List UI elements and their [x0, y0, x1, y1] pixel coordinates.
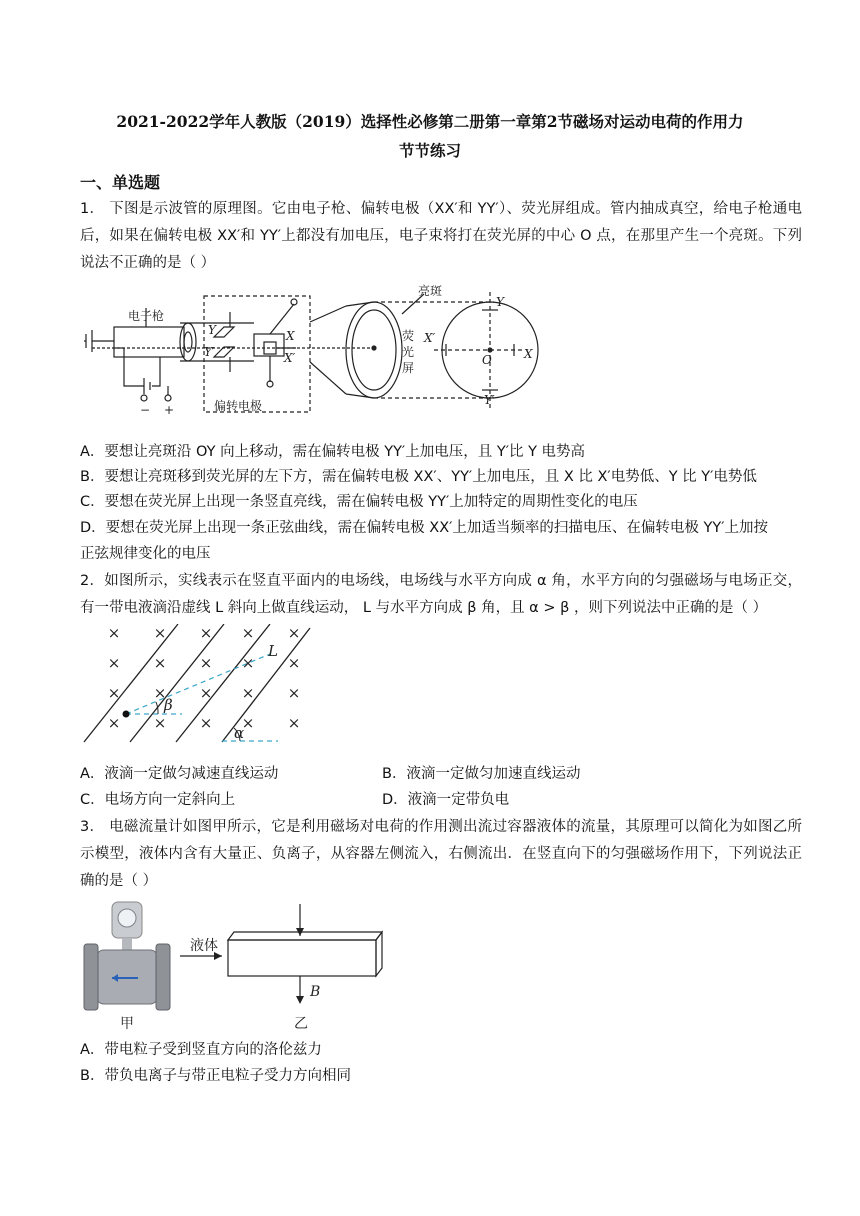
label-figure-jia: 甲: [120, 1016, 134, 1032]
label-L: L: [268, 642, 278, 660]
cross-mark: ×: [199, 714, 213, 732]
label-minus: −: [140, 403, 151, 416]
q2-option-a: A．液滴一定做匀减速直线运动: [80, 766, 279, 782]
label-y-prime: Y′: [204, 345, 215, 359]
label-screen-2: 光: [402, 345, 415, 359]
label-screen-y-prime: Y′: [484, 393, 495, 407]
label-deflection-electrode: 偏转电极: [214, 399, 263, 413]
q1-option-d: D．要想在荧光屏上出现一条正弦曲线，需在偏转电极 XX′上加适当频率的扫描电压、在偏转电极 YY′上加按: [80, 520, 769, 536]
label-screen-y: Y: [496, 295, 504, 309]
label-screen-1: 荧: [402, 329, 415, 343]
cross-mark: ×: [241, 684, 255, 702]
q2-option-b: B．液滴一定做匀加速直线运动: [382, 766, 581, 782]
section-heading: 一、单选题: [80, 173, 161, 192]
label-bright-spot: 亮斑: [418, 284, 443, 298]
cross-mark: ×: [241, 714, 255, 732]
label-figure-yi: 乙: [294, 1016, 308, 1032]
q2-stem: 2．如图所示，实线表示在竖直平面内的电场线，电场线与水平方向成 α 角，水平方向的匀强磁场与电场正交，有一带电液滴沿虚线 L 斜向上做直线运动， L 与水平方向成 β 角，且 α > β ，则下列说法中正确的是（ ）: [80, 573, 802, 616]
q1-option-c: C．要想在荧光屏上出现一条竖直亮线，需在偏转电极 YY′上加特定的周期性变化的电压: [80, 494, 638, 510]
cross-mark: ×: [287, 654, 301, 672]
label-plus: +: [164, 403, 175, 416]
label-beta: β: [164, 696, 173, 714]
cross-mark: ×: [199, 624, 213, 642]
cross-mark: ×: [241, 624, 255, 642]
cross-mark: ×: [287, 624, 301, 642]
cross-mark: ×: [153, 654, 167, 672]
cross-mark: ×: [287, 714, 301, 732]
q3-option-b: B．带负电离子与带正电粒子受力方向相同: [80, 1068, 351, 1084]
cross-mark: ×: [107, 714, 121, 732]
cross-mark: ×: [153, 714, 167, 732]
q1-stem: 1． 下图是示波管的原理图。它由电子枪、偏转电极（XX′和 YY′）、荧光屏组成。管内抽成真空，给电子枪通电后，如果在偏转电极 XX′和 YY′上都没有加电压，电子束将打在荧光屏的中心 O 点，在那里产生一个亮斑。下列说法不正确的是（ ）: [80, 201, 802, 271]
label-electron-gun: 电子枪: [128, 309, 165, 323]
cross-mark: ×: [199, 654, 213, 672]
q1-option-d-cont: 正弦规律变化的电压: [80, 546, 211, 562]
cross-mark: ×: [287, 684, 301, 702]
cross-mark: ×: [153, 624, 167, 642]
cross-mark: ×: [153, 684, 167, 702]
label-y: Y: [208, 323, 216, 337]
label-alpha: α: [234, 724, 245, 742]
doc-title-line2: 节节练习: [398, 141, 461, 160]
label-screen-3: 屏: [402, 361, 415, 375]
label-x-prime: X′: [284, 351, 296, 365]
label-screen-x: X: [524, 347, 533, 361]
cross-mark: ×: [107, 684, 121, 702]
label-screen-x-prime: X′: [424, 331, 436, 345]
q1-option-b: B．要想让亮斑移到荧光屏的左下方，需在偏转电极 XX′、YY′上加电压，且 X 比 X′电势低、Y 比 Y′电势低: [80, 469, 757, 485]
label-B: B: [310, 984, 321, 1000]
doc-title-line1: 2021-2022学年人教版（2019）选择性必修第二册第一章第2节磁场对运动电荷的作用力: [116, 112, 744, 131]
label-origin: O: [482, 353, 492, 367]
q1-option-a: A．要想让亮斑沿 OY 向上移动，需在偏转电极 YY′上加电压，且 Y′比 Y 电势高: [80, 444, 586, 460]
electromagnetic-flowmeter-figure: [82, 896, 392, 1034]
cross-mark: ×: [199, 684, 213, 702]
q2-option-d: D．液滴一定带负电: [382, 792, 510, 808]
q2-option-c: C．电场方向一定斜向上: [80, 792, 236, 808]
oscilloscope-tube-figure: [84, 282, 554, 416]
flowmeter-device-image: [84, 902, 170, 1010]
electric-magnetic-field-figure: [82, 624, 312, 746]
label-liquid: 液体: [190, 938, 218, 954]
q3-stem: 3． 电磁流量计如图甲所示，它是利用磁场对电荷的作用测出流过容器液体的流量，其原理可以简化为如图乙所示模型，液体内含有大量正、负离子，从容器左侧流入，右侧流出．在竖直向下的匀强磁场作用下，下列说法正确的是（ ）: [80, 819, 802, 889]
label-x: X: [286, 329, 295, 343]
q3-option-a: A．带电粒子受到竖直方向的洛伦兹力: [80, 1042, 322, 1058]
cross-mark: ×: [107, 654, 121, 672]
cross-mark: ×: [107, 624, 121, 642]
cross-mark: ×: [241, 654, 255, 672]
